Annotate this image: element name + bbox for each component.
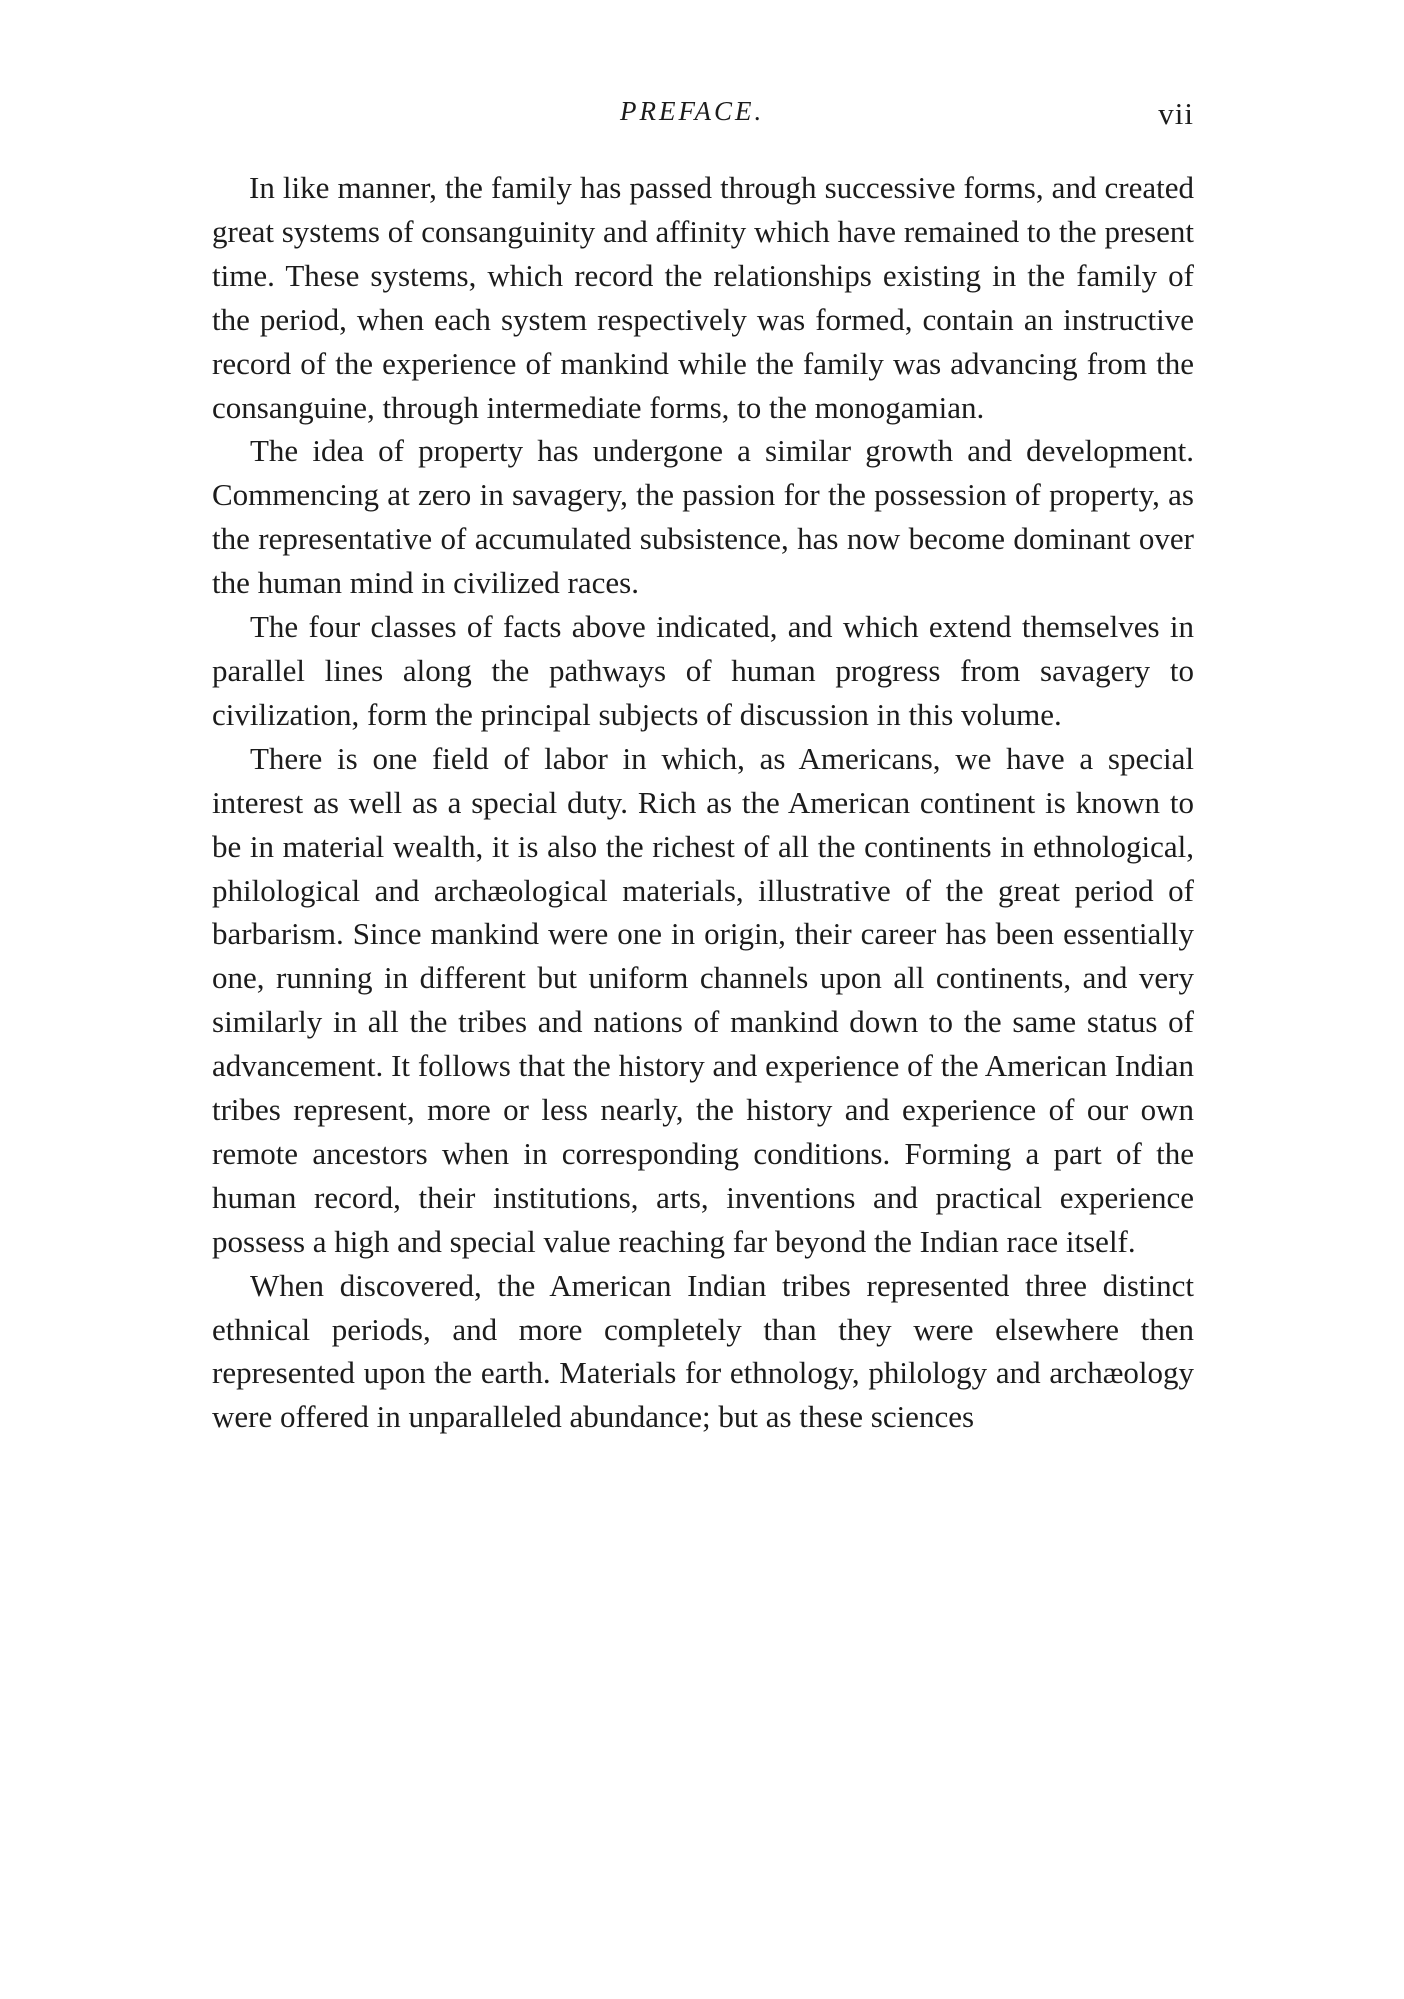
page-number: vii	[1158, 96, 1194, 131]
paragraph: The four classes of facts above indicated, and which extend themselves in parallel lines along the pathways of human progress from savagery to civilization, form the principal subjects of discussion in this volume.	[212, 609, 1194, 732]
paragraph: When discovered, the American Indian tribes represented three distinct ethnical periods, and more completely than they were elsewhere then represented upon the earth. Materials for ethnology, philology and archæology were offered in unparalleled abundance; but as these sciences	[212, 1267, 1194, 1435]
running-title: PREFACE.	[620, 96, 765, 126]
paragraph: The idea of property has undergone a similar growth and development. Commencing at zero in savagery, the passion for the possession of property, as the representative of accumulated subsistence, has now become dominant over the human mind in civilized races.	[212, 433, 1194, 601]
paragraph: There is one field of labor in which, as Americans, we have a special interest as well as a special duty. Rich as the American continent is known to be in material wealth, it is also the richest of all the continents in ethnological, philological and archæological materials, illustrative of the great period of barbarism. Since mankind were one in origin, their career has been essentially one, running in different but uniform channels upon all continents, and very similarly in all the tribes and nations of mankind down to the same status of advancement. It follows that the history and experience of the American Indian tribes represent, more or less nearly, the history and experience of our own remote ancestors when in corresponding conditions. Forming a part of the human record, their institutions, arts, inventions and practical experience possess a high and special value reaching far beyond the Indian race itself.	[212, 740, 1194, 1259]
paragraph: In like manner, the family has passed through successive forms, and created great systems of consanguinity and affinity which have remained to the present time. These systems, which record the relationships existing in the family of the period, when each system respectively was formed, contain an instructive record of the experience of mankind while the family was advancing from the consanguine, through intermediate forms, to the monogamian.	[212, 170, 1194, 425]
body-text	[212, 166, 1194, 1439]
running-head	[212, 96, 1194, 136]
